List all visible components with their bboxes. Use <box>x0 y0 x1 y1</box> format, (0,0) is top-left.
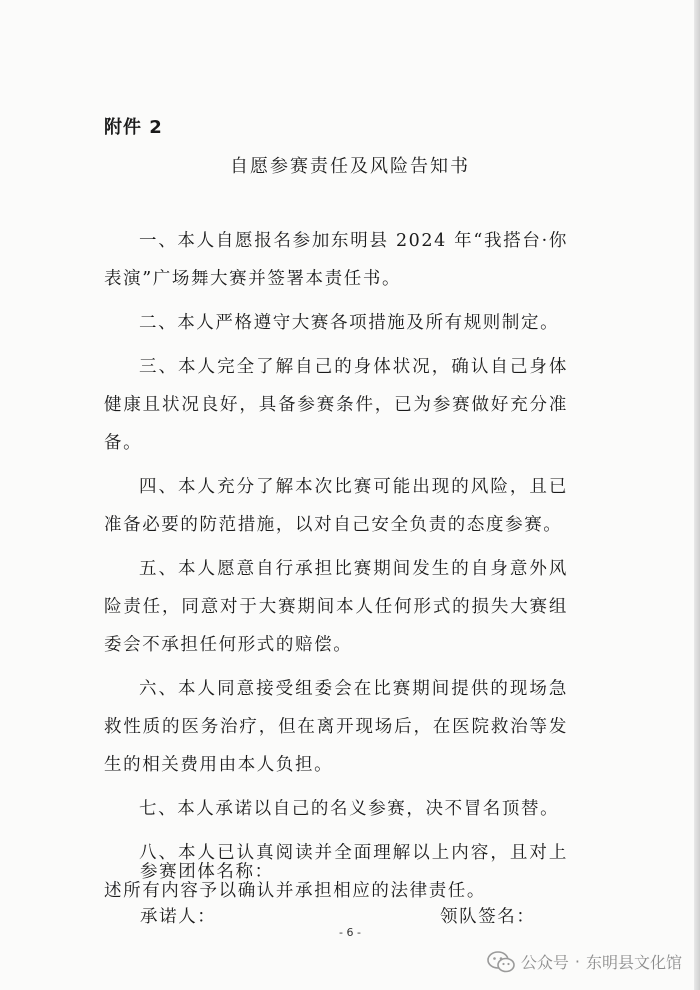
paragraph-6: 六、本人同意接受组委会在比赛期间提供的现场急救性质的医务治疗，但在离开现场后，在医院救治等发生的相关费用由本人负担。 <box>104 679 568 775</box>
document-body <box>104 222 568 916</box>
paragraph-8: 八、本人已认真阅读并全面理解以上内容，且对上述所有内容予以确认并承担相应的法律责任。 <box>104 843 568 901</box>
paragraph-3: 三、本人完全了解自己的身体状况，确认自己身体健康且状况良好，具备参赛条件，已为参赛做好充分准备。 <box>104 357 568 453</box>
paragraph-1: 一、本人自愿报名参加东明县 2024 年“我搭台·你表演”广场舞大赛并签署本责任书。 <box>104 231 568 289</box>
watermark-separator: · <box>574 952 580 971</box>
watermark-source: 公众号 <box>520 953 569 972</box>
paragraph-7: 七、本人承诺以自己的名义参赛，决不冒名顶替。 <box>139 799 560 819</box>
wechat-icon <box>487 951 515 973</box>
document-title: 自愿参赛责任及风险告知书 <box>230 156 470 177</box>
paragraph-4: 四、本人充分了解本次比赛可能出现的风险，且已准备必要的防范措施，以对自己安全负责的态度参赛。 <box>104 477 568 535</box>
page-number: - 6 - <box>339 926 361 939</box>
scan-edge <box>694 0 700 990</box>
promisor-label: 承诺人： <box>140 907 217 927</box>
attachment-label: 附件 2 <box>104 117 163 138</box>
team-name-label: 参赛团体名称： <box>140 862 274 882</box>
paragraph-5: 五、本人愿意自行承担比赛期间发生的自身意外风险责任，同意对于大赛期间本人任何形式的损失大赛组委会不承担任何形式的赔偿。 <box>104 559 568 655</box>
paragraph-2: 二、本人严格遵守大赛各项措施及所有规则制定。 <box>139 313 560 333</box>
watermark <box>487 950 682 973</box>
leader-signature-label: 领队签名： <box>440 907 536 927</box>
watermark-account: 东明县文化馆 <box>585 953 682 972</box>
